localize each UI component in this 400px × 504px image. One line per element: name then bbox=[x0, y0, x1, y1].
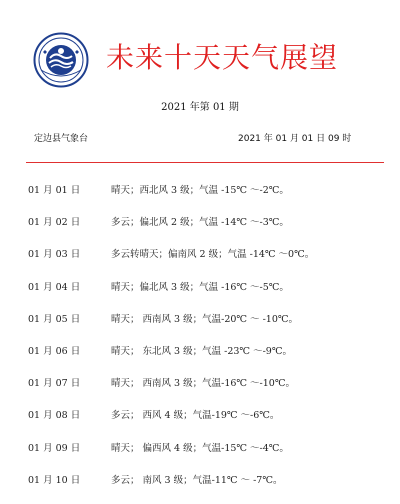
forecast-date: 01 月 03 日 bbox=[28, 249, 81, 261]
forecast-text: 晴天；偏北风 3 级；气温 -16℃ ～-5℃。 bbox=[111, 281, 289, 293]
forecast-date: 01 月 07 日 bbox=[28, 378, 81, 390]
forecast-row bbox=[0, 246, 400, 278]
issue-number: 2021 年第 01 期 bbox=[161, 102, 239, 113]
forecast-row bbox=[0, 407, 400, 439]
forecast-date: 01 月 08 日 bbox=[28, 410, 81, 422]
forecast-date: 01 月 06 日 bbox=[28, 345, 81, 357]
forecast-date: 01 月 04 日 bbox=[28, 281, 81, 293]
forecast-text: 晴天； 西南风 3 级；气温-20℃ ～ -10℃。 bbox=[111, 313, 298, 325]
forecast-text: 晴天； 西南风 3 级；气温-16℃ ～-10℃。 bbox=[111, 378, 295, 390]
forecast-row bbox=[0, 375, 400, 407]
forecast-text: 多云；偏北风 2 级；气温 -14℃ ～-3℃。 bbox=[111, 217, 289, 229]
station-name: 定边县气象台 bbox=[34, 134, 89, 144]
forecast-text: 多云； 西风 4 级；气温-19℃ ～-6℃。 bbox=[111, 410, 280, 422]
forecast-date: 01 月 10 日 bbox=[28, 474, 81, 486]
forecast-list bbox=[0, 182, 400, 504]
forecast-text: 晴天； 东北风 3 级；气温 -23℃ ～-9℃。 bbox=[111, 345, 292, 357]
page-title: 未来十天天气展望 bbox=[106, 41, 339, 74]
forecast-row bbox=[0, 440, 400, 472]
forecast-row bbox=[0, 472, 400, 504]
header-divider bbox=[26, 162, 384, 163]
forecast-text: 多云； 南风 3 级；气温-11℃ ～ -7℃。 bbox=[111, 474, 283, 486]
forecast-text: 晴天； 偏西风 4 级；气温-15℃ ～-4℃。 bbox=[111, 442, 289, 454]
issue-time: 2021 年 01 月 01 日 09 时 bbox=[238, 134, 352, 144]
forecast-row bbox=[0, 343, 400, 375]
forecast-text: 晴天；西北风 3 级；气温 -15℃ ～-2℃。 bbox=[111, 185, 289, 196]
forecast-row bbox=[0, 182, 400, 214]
forecast-date: 01 月 02 日 bbox=[28, 217, 81, 229]
forecast-text: 多云转晴天；偏南风 2 级；气温 -14℃ ～0℃。 bbox=[111, 249, 315, 261]
forecast-date: 01 月 05 日 bbox=[28, 313, 81, 325]
forecast-date: 01 月 09 日 bbox=[28, 442, 81, 454]
forecast-row bbox=[0, 214, 400, 246]
forecast-row bbox=[0, 279, 400, 311]
forecast-row bbox=[0, 311, 400, 343]
meteorological-emblem-icon bbox=[33, 32, 89, 88]
forecast-date: 01 月 01 日 bbox=[28, 185, 81, 196]
